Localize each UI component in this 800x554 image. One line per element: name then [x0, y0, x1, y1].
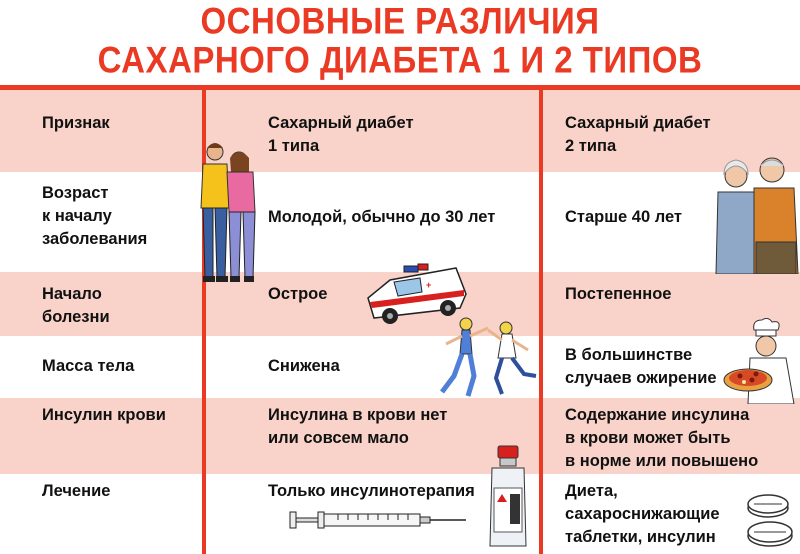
feature-cell-treatment: Лечение — [42, 482, 111, 500]
header-type2: Сахарный диабет 2 типа — [565, 114, 711, 155]
type2-cell-treatment: Диета, сахароснижающие таблетки, инсулин — [565, 482, 720, 546]
type1-cell-insulin: Инсулина в крови нет или совсем мало — [268, 406, 448, 447]
type1-cell-age: Молодой, обычно до 30 лет — [268, 208, 496, 226]
young-couple-icon — [193, 138, 265, 288]
feature-cell-insulin: Инсулин крови — [42, 406, 166, 424]
feature-cell-weight: Масса тела — [42, 357, 135, 375]
type1-cell-treatment: Только инсулинотерапия — [268, 482, 475, 500]
elderly-couple-icon — [712, 152, 800, 274]
feature-cell-age: Возраст к началу заболевания — [42, 184, 148, 248]
svg-text:+: + — [426, 280, 432, 290]
type2-cell-weight: В большинстве случаев ожирение — [565, 346, 717, 387]
type2-cell-onset: Постепенное — [565, 285, 672, 303]
thin-dancers-icon — [432, 314, 544, 400]
type1-cell-weight: Снижена — [268, 357, 340, 375]
type2-cell-age: Старше 40 лет — [565, 208, 683, 226]
page-title-line2: САХАРНОГО ДИАБЕТА 1 И 2 ТИПОВ — [97, 38, 703, 81]
insulin-vial-icon — [486, 444, 530, 548]
type2-cell-insulin: Содержание инсулина в крови может быть в норме или повышено — [565, 406, 759, 470]
feature-cell-onset: Начало болезни — [42, 285, 110, 326]
header-feature: Признак — [42, 114, 110, 132]
syringe-icon — [288, 506, 468, 534]
header-type1: Сахарный диабет 1 типа — [268, 114, 414, 155]
type1-cell-onset: Острое — [268, 285, 328, 303]
pills-icon — [740, 488, 798, 550]
chef-pizza-icon — [722, 318, 800, 404]
page-title-line1: ОСНОВНЫЕ РАЗЛИЧИЯ — [200, 0, 600, 42]
